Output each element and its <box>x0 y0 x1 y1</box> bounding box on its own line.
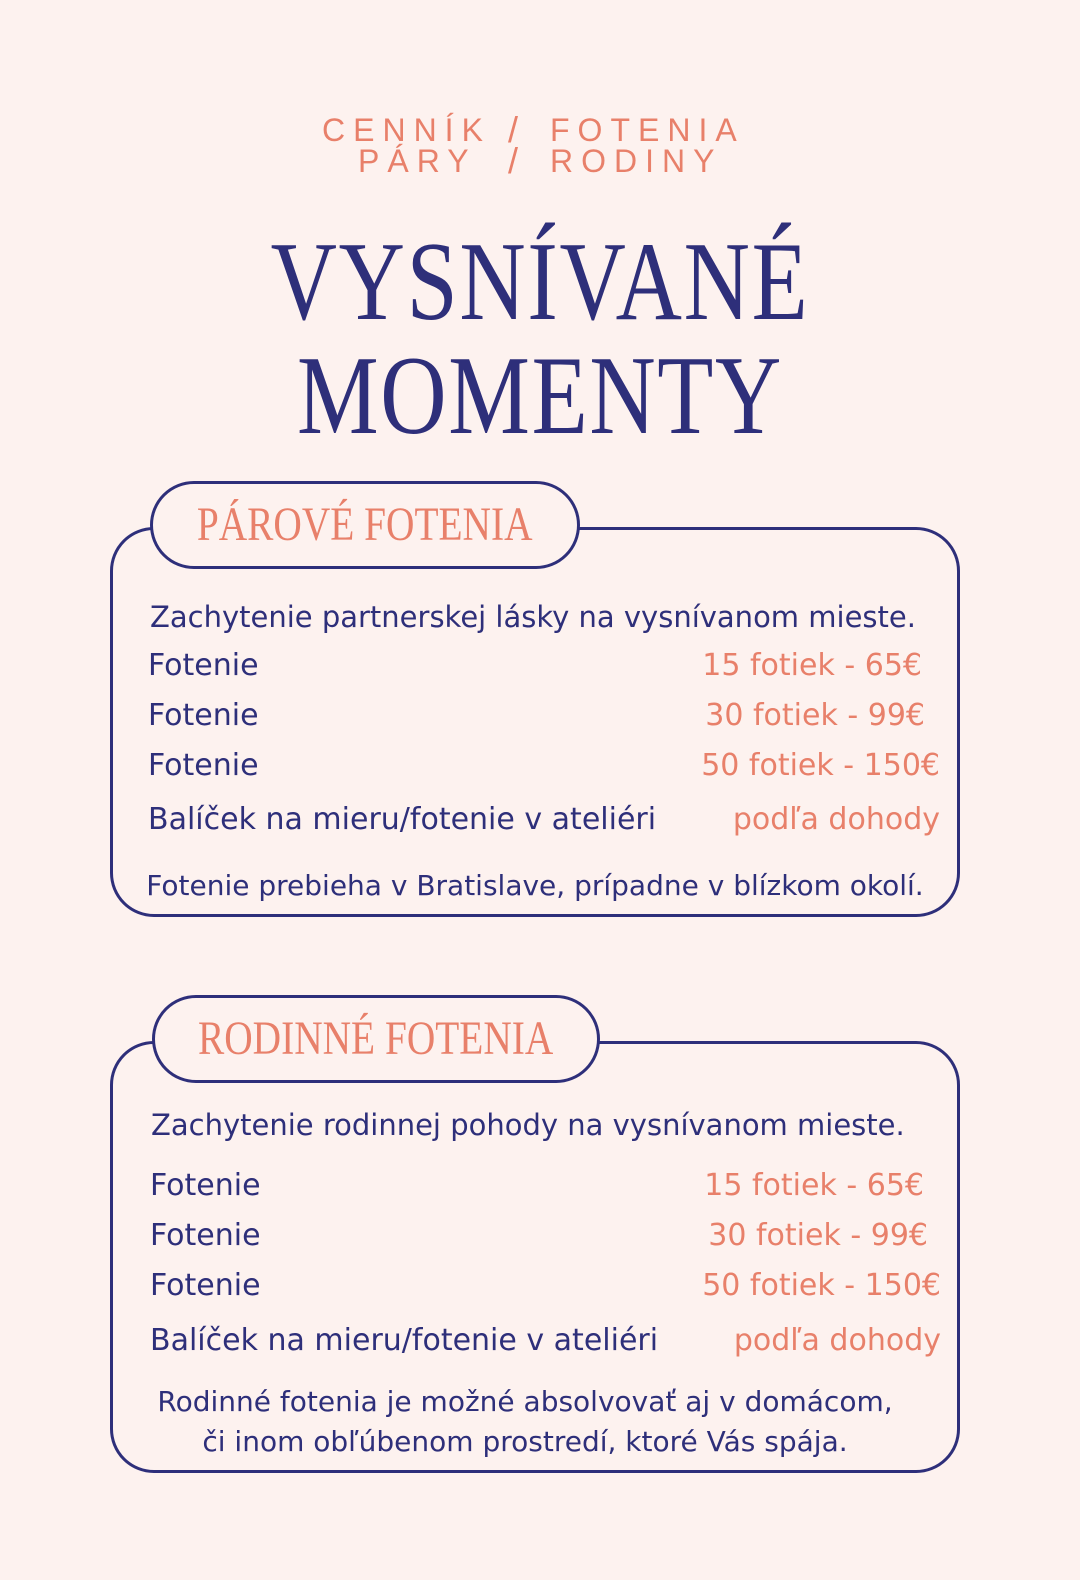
header-pary: PÁRY <box>358 143 477 179</box>
header-rodiny: RODINY <box>550 143 723 179</box>
family-row-4-price: podľa dohody <box>733 1323 941 1358</box>
page-title-line-1: VYSNÍVANÉ <box>270 220 810 344</box>
couples-row-2-name: Fotenie <box>148 698 259 733</box>
header-slash-1: / <box>508 109 519 150</box>
family-row-3-price: 50 fotiek - 150€ <box>702 1268 941 1303</box>
family-row-1-price: 15 fotiek - 65€ <box>704 1168 924 1203</box>
couples-section-label: PÁROVÉ FOTENIA <box>197 498 533 551</box>
family-note-line-2: či inom obľúbenom prostredí, ktoré Vás spája. <box>202 1425 848 1458</box>
family-row-2-name: Fotenie <box>150 1218 261 1253</box>
family-row-4-name: Balíček na mieru/fotenie v ateliéri <box>150 1323 659 1358</box>
couples-row-1-price: 15 fotiek - 65€ <box>702 648 922 683</box>
couples-row-3-name: Fotenie <box>148 748 259 783</box>
family-intro: Zachytenie rodinnej pohody na vysnívanom mieste. <box>151 1108 905 1142</box>
couples-section-label-pill <box>150 481 580 569</box>
family-section-label-pill <box>152 995 600 1083</box>
header-fotenia: FOTENIA <box>550 112 745 148</box>
couples-note: Fotenie prebieha v Bratislave, prípadne v blízkom okolí. <box>146 869 924 902</box>
couples-row-3-price: 50 fotiek - 150€ <box>701 748 940 783</box>
family-note-line-1: Rodinné fotenia je možné absolvovať aj v domácom, <box>157 1385 893 1418</box>
family-row-1-name: Fotenie <box>150 1168 261 1203</box>
couples-row-1-name: Fotenie <box>148 648 259 683</box>
couples-row-4-price: podľa dohody <box>732 802 940 837</box>
family-row-2-price: 30 fotiek - 99€ <box>708 1218 928 1253</box>
family-section-label: RODINNÉ FOTENIA <box>198 1012 554 1065</box>
family-row-3-name: Fotenie <box>150 1268 261 1303</box>
couples-intro: Zachytenie partnerskej lásky na vysnívanom mieste. <box>150 600 916 634</box>
header-cennik: CENNÍK <box>322 112 491 148</box>
page-title-line-2: MOMENTY <box>297 334 783 458</box>
couples-row-2-price: 30 fotiek - 99€ <box>705 698 925 733</box>
header-slash-2: / <box>508 140 519 181</box>
couples-row-4-name: Balíček na mieru/fotenie v ateliéri <box>148 802 657 837</box>
